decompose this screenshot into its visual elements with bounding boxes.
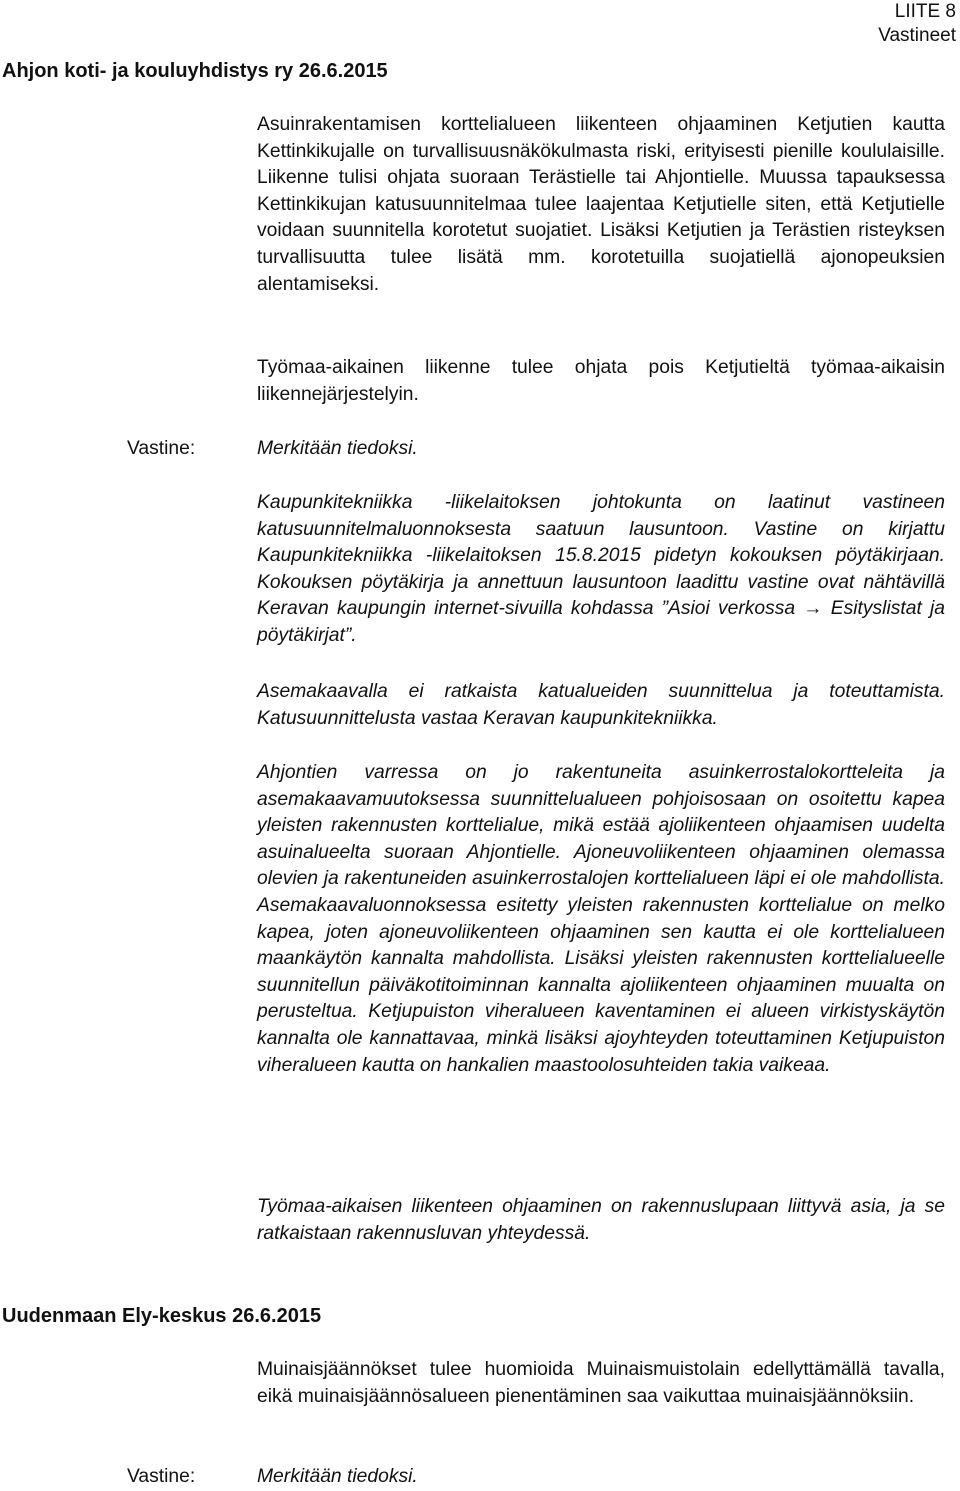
statement-text: Muinaisjäännökset tulee huomioida Muinaismuistolain edellyttämällä tavalla, eikä muinaisjäännösalueen pienentäminen saa vaikuttaa muinaisjäännöksiin. bbox=[257, 1359, 945, 1407]
statement-text: Asuinrakentamisen korttelialueen liikenteen ohjaaminen Ketjutien kautta Kettinkikujalle on turvallisuusnäkökulmasta riski, erityisesti pienille koululaisille. Liikenne tulisi ohjata suoraan Terästielle tai Ahjontielle. Muussa tapauksessa Kettinkikujan katusuunnitelmaa tulee laajentaa Ketjutielle siten, että Ketjutielle voidaan suunnitella korotetut suojatiet. Lisäksi Ketjutien ja Terästien risteyksen turvallisuutta tulee lisätä mm. korotetuilla suojatiellä ajonopeuksien alentamiseksi. bbox=[257, 114, 945, 295]
response-text: Asemakaavalla ei ratkaista katualueiden suunnittelua ja toteuttamista. Katusuunnittelusta vastaa Keravan kaupunkitekniikka. bbox=[257, 681, 945, 729]
document-type: Vastineet bbox=[878, 25, 956, 46]
response-text: Ahjontien varressa on jo rakentuneita asuinkerrostalokortteleita ja asemakaavamuutoksessa suunnittelualueen pohjoisosaan on osoitettu kapea yleisten rakennusten korttelialue, mikä estää ajoliikenteen ohjaamisen uudelta asuinalueelta suoraan Ahjontielle. Ajoneuvoliikenteen ohjaaminen olemassa olevien ja rakentuneiden asuinkerrostalojen korttelialueen läpi ei ole mahdollista. Asemakaavaluonnoksessa esitetty yleisten rakennusten korttelialue on melko kapea, joten ajoneuvoliikenteen ohjaaminen sen kautta ei ole korttelialueen maankäytön kannalta mahdollista. Lisäksi yleisten rakennusten korttelialueelle suunnitellun päiväkotitoiminnan kannalta ajoliikenteen ohjaaminen muualta on perusteltua. Ketjupuiston viheralueen kaventaminen ei alueen virkistyskäytön kannalta ole kannattavaa, minkä lisäksi ajoyhteyden toteuttaminen Ketjupuiston viheralueen kautta on hankalien maastoolosuhteiden takia vaikeaa. bbox=[257, 762, 945, 1076]
response-text-main: Kaupunkitekniikka -liikelaitoksen johtokunta on laatinut vastineen katusuunnitelmaluonnoksesta saatuun lausuntoon. Vastine on kirjattu Kaupunkitekniikka -liikelaitoksen 15.8.2015 pidetyn kokouksen pöytäkirjaan. Kokouksen pöytäkirja ja annettuun lausuntoon laadittu vastine ovat nähtävillä Keravan kaupungin internet-sivuilla kohdassa ”Asioi verkossa bbox=[257, 492, 945, 620]
response-paragraph bbox=[257, 1194, 945, 1247]
response-paragraph bbox=[257, 679, 945, 732]
response-paragraph bbox=[257, 760, 945, 1079]
response-text: Työmaa-aikaisen liikenteen ohjaaminen on rakennuslupaan liittyvä asia, ja se ratkaistaan rakennusluvan yhteydessä. bbox=[257, 1196, 945, 1244]
vastine-label: Vastine: bbox=[127, 438, 196, 459]
response-text bbox=[257, 490, 945, 650]
response-text-end: Esityslistat ja pöytäkirjat”. bbox=[257, 598, 945, 646]
statement-text: Työmaa-aikainen liikenne tulee ohjata pois Ketjutieltä työmaa-aikaisin liikennejärjestelyin. bbox=[257, 357, 945, 405]
attachment-number: LIITE 8 bbox=[894, 1, 956, 22]
statement-paragraph bbox=[257, 355, 945, 408]
statement-paragraph bbox=[257, 1357, 945, 1410]
response-text: Merkitään tiedoksi. bbox=[257, 1466, 418, 1487]
vastine-label: Vastine: bbox=[127, 1466, 196, 1487]
statement-paragraph bbox=[257, 112, 945, 298]
arrow-icon: → bbox=[803, 598, 823, 620]
response-paragraph bbox=[257, 436, 945, 463]
document-header bbox=[878, 0, 956, 48]
section-title-ely: Uudenmaan Ely-keskus 26.6.2015 bbox=[2, 1305, 322, 1327]
response-text: Merkitään tiedoksi. bbox=[257, 438, 418, 459]
section-title-ahjo: Ahjon koti- ja kouluyhdistys ry 26.6.2015 bbox=[2, 60, 388, 82]
response-paragraph bbox=[257, 490, 945, 650]
